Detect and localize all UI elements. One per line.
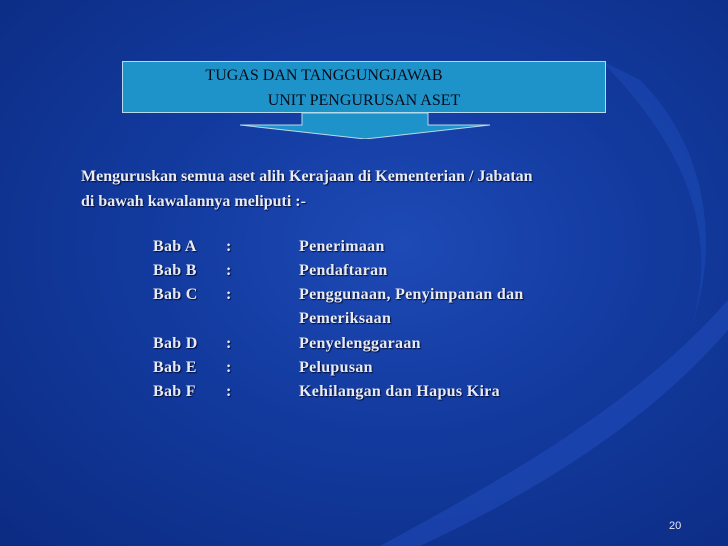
bab-description: Pelupusan (299, 359, 373, 376)
bab-description: Penyelenggaraan (299, 335, 421, 352)
intro-text (81, 164, 681, 214)
bab-separator: : (226, 335, 232, 352)
title-box (122, 61, 606, 113)
bab-separator: : (226, 383, 232, 400)
page-number: 20 (669, 520, 682, 532)
intro-line-1: Menguruskan semua aset alih Kerajaan di Kementerian / Jabatan (81, 168, 533, 185)
bab-separator: : (226, 262, 232, 279)
bab-separator: : (226, 286, 232, 303)
bab-description: Penerimaan (299, 238, 385, 255)
bab-label: Bab B (153, 262, 197, 279)
bab-label: Bab E (153, 359, 197, 376)
bab-label: Bab A (153, 238, 197, 255)
bab-description: Penggunaan, Penyimpanan dan (299, 286, 524, 303)
bab-label: Bab D (153, 335, 198, 352)
intro-line-2: di bawah kawalannya meliputi :- (81, 193, 306, 210)
bab-description: Kehilangan dan Hapus Kira (299, 383, 500, 400)
title-line-1: TUGAS DAN TANGGUNGJAWAB (205, 67, 443, 84)
bab-separator: : (226, 238, 232, 255)
bab-label: Bab F (153, 383, 196, 400)
bab-separator: : (226, 359, 232, 376)
title-line-2: UNIT PENGURUSAN ASET (267, 92, 461, 109)
bab-description: Pendaftaran (299, 262, 388, 279)
bab-description-continued: Pemeriksaan (299, 310, 392, 327)
bab-label: Bab C (153, 286, 198, 303)
callout-arrow (240, 113, 490, 139)
